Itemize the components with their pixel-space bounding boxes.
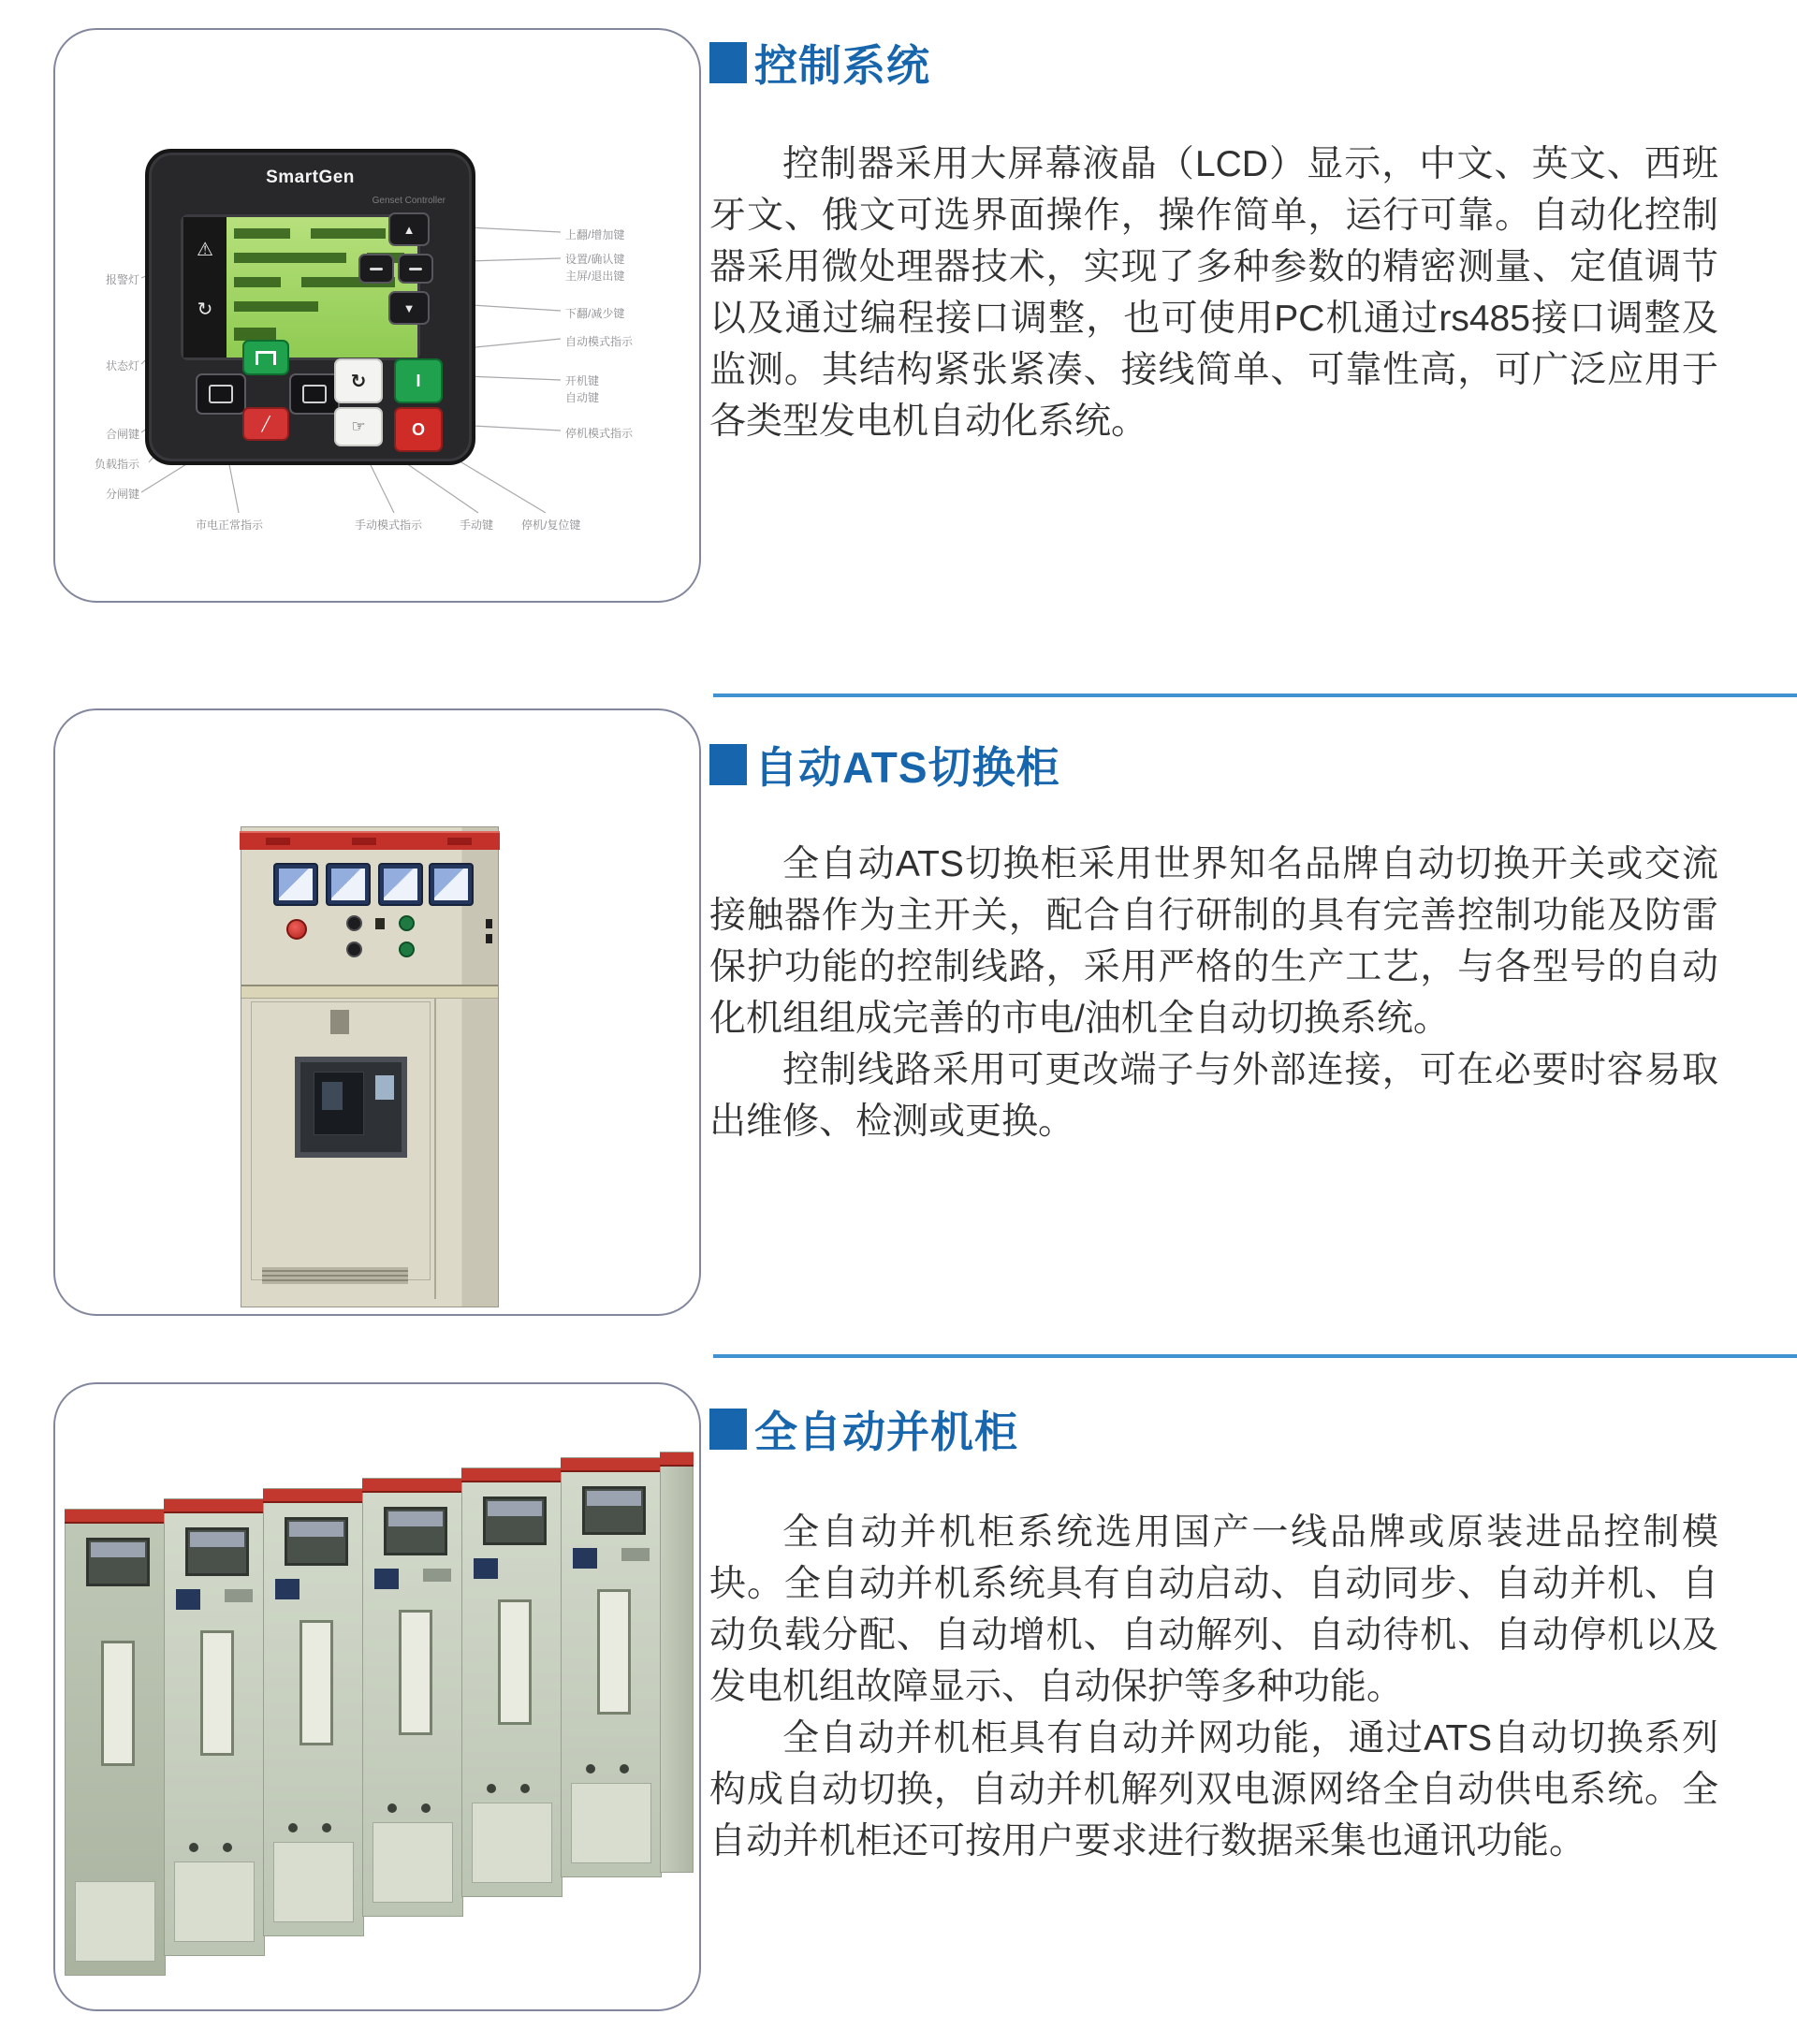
callout-up-key: 上翻/增加键 [565,228,625,241]
cabinet-unit [164,1498,265,1956]
cabinet-red-top [561,1458,662,1472]
down-decrease-button: ▼ [388,291,430,325]
callout-status-lamp: 状态灯 [105,359,139,372]
cabinet-unit [362,1478,463,1917]
paragraph: 控制线路采用可更改端子与外部连接，可在必要时容易取出维修、检测或更换。 [709,1050,1718,1142]
control-system-paragraphs [709,139,1718,447]
callout-stop-mode-indicator: 停机模式指示 [565,427,634,440]
genset-controller-device [145,149,475,465]
cabinet-knob [487,1784,496,1793]
cabinet-slot [300,1620,333,1745]
mains-load-indicator-icon [196,373,246,415]
cabinet-knob [288,1823,298,1832]
cabinet-window [285,1517,348,1566]
callout-load-indicator: 负载指示 [94,458,139,471]
lcd-text-row [234,301,318,312]
callout-set-key: 设置/确认键 [565,253,625,266]
lcd-text-row [234,277,281,287]
door-vent [330,1010,349,1034]
parallel-cabinets-photo-frame [53,1382,701,2011]
cabinet-unit [263,1488,364,1936]
heading-text: 控制系统 [754,41,930,90]
cabinet-meter [176,1589,200,1610]
banner-mark [266,838,290,845]
main-exit-button [398,254,433,284]
callout-alarm-lamp: 报警灯 [105,273,139,286]
breaker-label [375,1075,394,1100]
cabinet-meter [374,1569,399,1589]
open-breaker-button: ╱ [242,407,289,441]
cabinet-meter [474,1558,498,1579]
section-heading-parallel-cabinet [709,1398,1018,1460]
cabinet-red-top [461,1468,562,1482]
cabinet-slot [200,1630,234,1756]
callout-manual-key: 手动键 [460,518,494,532]
controller-brand-logo: SmartGen [266,168,355,187]
lcd-text-row [234,328,276,341]
panel-meter [378,863,423,906]
push-button [346,942,362,957]
stop-reset-button: O [394,407,443,452]
cabinet-unit [65,1509,166,1976]
cabinet-knob [223,1843,232,1852]
section-heading-control-system [709,32,930,94]
cabinet-lower-panel [373,1822,453,1903]
paragraph: 全自动并机柜具有自动并网功能，通过ATS自动切换系列构成自动切换，自动并机解列双电源网络全自动供电系统。全自动并机柜还可按用户要求进行数据采集也通讯功能。 [709,1718,1718,1862]
manual-mode-button: ☞ [334,407,383,446]
close-breaker-button [242,340,289,375]
cabinet-slot [399,1610,432,1735]
cabinet-lower-panel [174,1862,255,1942]
paragraph: 控制器采用大屏幕液晶（LCD）显示，中文、英文、西班牙文、俄文可选界面操作，操作简单，运行可靠。自动化控制器采用微处理器技术，实现了多种参数的精密测量、定值调节以及通过编程接口调整，也可使用PC机通过rs485接口调整及监测。其结构紧张紧凑、接线简单、可靠性高，可广泛应用于各类型发电机自动化系统。 [709,144,1718,442]
callout-open-key: 分闸键 [105,488,139,501]
cabinet-window [86,1538,150,1586]
heading-text: 全自动并机柜 [754,1408,1018,1456]
cabinet-unit [461,1467,562,1897]
green-pilot-lamp [399,942,415,957]
heading-square-bullet [709,744,747,785]
cabinet-red-banner [240,831,500,850]
cabinet-badge [225,1589,253,1602]
cabinet-knob [189,1843,198,1852]
callout-down-key: 下翻/减少键 [565,307,625,320]
lcd-text-row [234,253,346,263]
panel-meter [429,863,474,906]
green-pilot-lamp [399,915,415,931]
callout-auto-key: 自动键 [565,391,600,404]
cabinet-red-top [660,1453,694,1467]
callout-main-exit-key: 主屏/退出键 [565,270,625,283]
ats-cabinet-photo-frame [53,708,701,1316]
callout-mains-normal-indicator: 市电正常指示 [196,518,264,532]
cabinet-lower-panel [273,1842,354,1922]
callout-manual-mode-indicator: 手动模式指示 [355,518,423,532]
auto-mode-button: ↻ [334,358,383,403]
banner-mark [447,838,472,845]
banner-mark [352,838,376,845]
cabinet-window [582,1486,646,1535]
breaker-unit [314,1072,364,1135]
hinge [486,934,492,943]
push-button [346,915,362,931]
up-increase-button: ▲ [388,212,430,246]
cabinet-slot [101,1641,135,1766]
cabinet-badge [621,1548,650,1561]
cabinet-red-top [65,1510,166,1524]
cabinet-knob [322,1823,331,1832]
cabinet-slot [597,1589,631,1715]
lcd-text-row [234,228,290,239]
cabinet-window [185,1527,249,1576]
paragraph: 全自动并机柜系统选用国产一线品牌或原装进品控制模块。全自动并机系统具有自动启动、自动同步、自动并机、自动负载分配、自动增机、自动解列、自动待机、自动停机以及发电机组故障显示、自动保护等多种功能。 [709,1512,1718,1707]
selector-switch [375,918,385,929]
section-divider [713,694,1797,697]
parallel-cabinet-paragraphs [709,1507,1718,1867]
panel-meter [273,863,318,906]
cabinet-knob [520,1784,530,1793]
cabinet-knob [387,1803,397,1813]
set-confirm-button [358,254,394,284]
callout-start-key: 开机键 [565,374,600,387]
cabinet-lower-panel [75,1881,155,1962]
door-window [295,1057,407,1158]
ats-cabinet [241,826,499,1307]
heading-square-bullet [709,42,747,83]
cabinet-red-top [263,1489,364,1503]
section-heading-ats-cabinet [709,734,1060,796]
panel-meter [326,863,371,906]
cabinet-meter [275,1579,300,1599]
controller-photo-frame [53,28,701,603]
heading-square-bullet [709,1409,747,1450]
cabinet-red-top [362,1479,463,1493]
cabinet-badge [423,1569,451,1582]
callout-close-key: 合闸键 [105,428,139,441]
paragraph: 全自动ATS切换柜采用世界知名品牌自动切换开关或交流接触器作为主开关，配合自行研制的具有完善控制功能及防雷保护功能的控制线路，采用严格的生产工艺，与各型号的自动化机组组成完善的市电/油机全自动切换系统。 [709,844,1718,1039]
callout-auto-mode-indicator: 自动模式指示 [565,335,634,348]
cabinet-window [483,1496,547,1545]
controller-subtitle: Genset Controller [372,196,446,206]
callout-stop-reset-key: 停机/复位键 [521,518,581,532]
cabinet-knob [620,1764,629,1774]
cabinet-red-top [164,1499,265,1513]
gen-load-indicator-icon [289,373,340,415]
cabinet-unit [561,1457,662,1877]
red-pilot-lamp [286,919,307,940]
cabinet-knob [421,1803,431,1813]
lamp-panel [183,217,227,358]
cabinet-seam [434,998,436,1299]
hinge [486,919,492,928]
lcd-screen [181,214,420,360]
cabinet-lower-panel [472,1803,552,1883]
cabinet-lower-panel [571,1783,651,1863]
start-button: I [394,358,443,403]
heading-text: 自动ATS切换柜 [754,743,1060,792]
cabinet-knob [586,1764,595,1774]
cabinet-end-side-panel [660,1452,694,1873]
status-lamp-icon: ↻ [197,299,213,320]
cabinet-slot [498,1599,532,1725]
cabinet-window [384,1507,447,1555]
ventilation-grille [262,1267,408,1284]
section-divider [713,1354,1797,1358]
alarm-lamp-icon: ⚠ [197,240,213,260]
cabinet-door [251,1001,431,1280]
lcd-text-row [311,228,386,239]
cabinet-meter [573,1548,597,1569]
ats-cabinet-paragraphs [709,839,1718,1147]
cabinet-divider-strip [241,985,498,999]
